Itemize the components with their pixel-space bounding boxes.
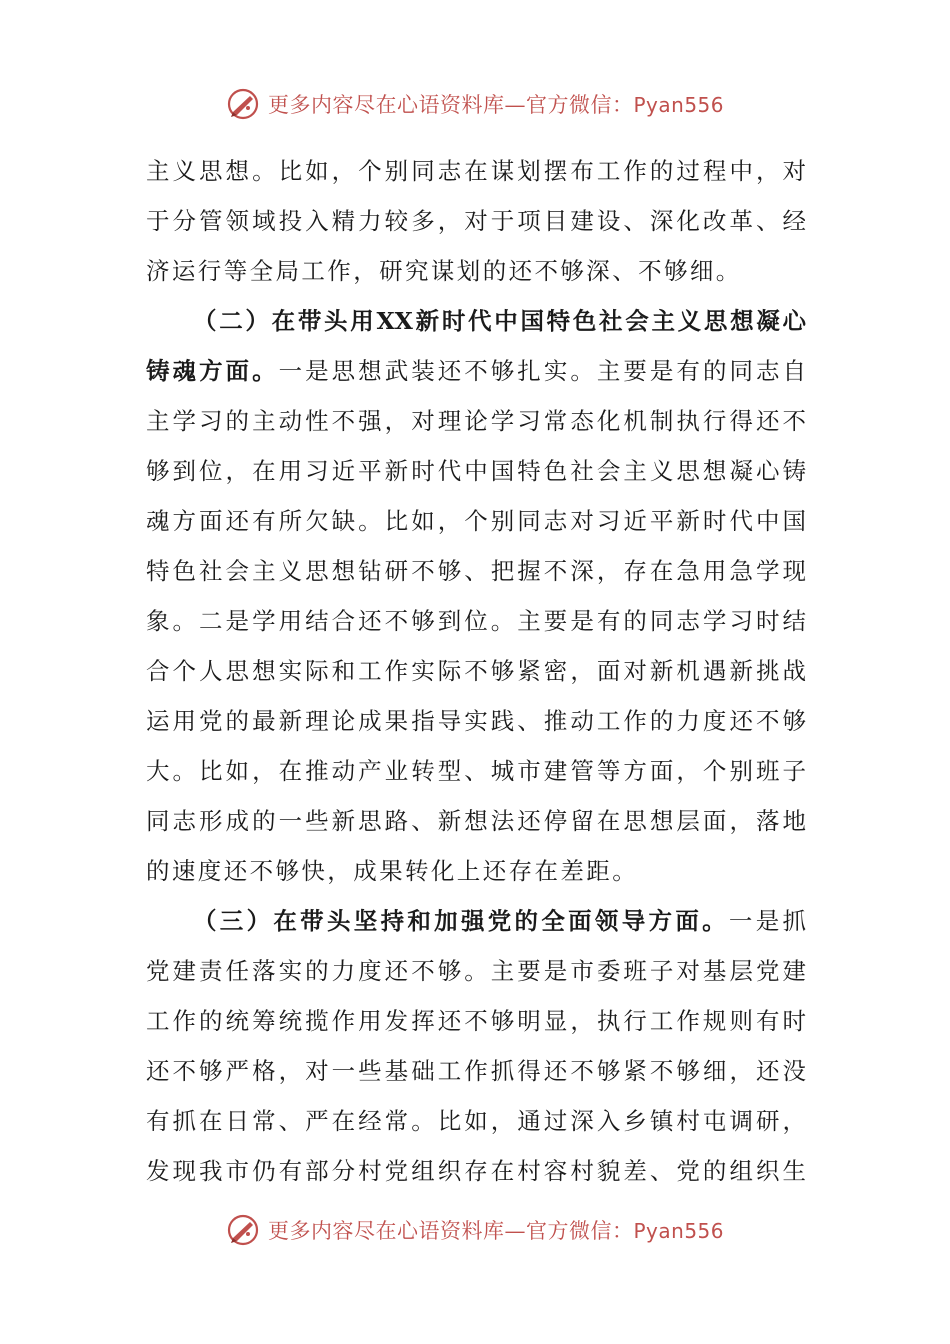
pen-logo-icon [226,1213,260,1247]
paragraph-text: 一是思想武装还不够扎实。主要是有的同志自 [278,357,806,385]
watermark-brand: 更多内容尽在心语资料库 [267,93,505,117]
paragraph-line: 党建责任落实的力度还不够。主要是市委班子对基层党建 [146,957,806,985]
section-heading-3: （三）在带头坚持和加强党的全面领导方面。 [193,907,729,935]
paragraph-line: 合个人思想实际和工作实际不够紧密，面对新机遇新挑战 [146,657,806,685]
paragraph-line: 特色社会主义思想钻研不够、把握不深，存在急用急学现 [146,557,806,585]
paragraph-text: 一是抓 [728,907,806,935]
header-watermark [0,84,950,124]
watermark-wechat-id: Pyan556 [633,1219,724,1243]
section-heading-2: （二）在带头用XX新时代中国特色社会主义思想凝心 [193,307,806,335]
document-body [146,146,806,1196]
watermark-label: 官方微信： [525,93,634,117]
paragraph-line: 运用党的最新理论成果指导实践、推动工作的力度还不够 [146,707,806,735]
footer-watermark [0,1210,950,1250]
paragraph-line [146,896,806,946]
paragraph-line: 大。比如，在推动产业转型、城市建管等方面，个别班子 [146,757,806,785]
paragraph-line: 发现我市仍有部分村党组织存在村容村貌差、党的组织生 [146,1157,806,1185]
paragraph-line: 于分管领域投入精力较多，对于项目建设、深化改革、经 [146,207,806,235]
watermark-label: 官方微信： [525,1219,634,1243]
paragraph-line: 够到位，在用习近平新时代中国特色社会主义思想凝心铸 [146,457,806,485]
paragraph-line: 主义思想。比如，个别同志在谋划摆布工作的过程中，对 [146,157,806,185]
paragraph-line: 还不够严格，对一些基础工作抓得还不够紧不够细，还没 [146,1057,806,1085]
paragraph-line [146,346,806,396]
paragraph-line: 魂方面还有所欠缺。比如，个别同志对习近平新时代中国 [146,507,806,535]
paragraph-line: 同志形成的一些新思路、新想法还停留在思想层面，落地 [146,807,806,835]
watermark-wechat-id: Pyan556 [633,93,724,117]
section-heading-2-end: 铸魂方面。 [146,357,279,385]
paragraph-line: 象。二是学用结合还不够到位。主要是有的同志学习时结 [146,607,806,635]
watermark-separator: — [504,93,526,117]
paragraph-line: 济运行等全局工作，研究谋划的还不够深、不够细。 [146,257,742,285]
paragraph-line: 工作的统筹统揽作用发挥还不够明显，执行工作规则有时 [146,1007,806,1035]
watermark-text [268,89,724,119]
pen-logo-icon [226,87,260,121]
paragraph-line: 有抓在日常、严在经常。比如，通过深入乡镇村屯调研， [146,1107,806,1135]
paragraph-line: 的速度还不够快，成果转化上还存在差距。 [146,857,639,885]
watermark-text [268,1215,724,1245]
paragraph-line: 主学习的主动性不强，对理论学习常态化机制执行得还不 [146,407,806,435]
watermark-brand: 更多内容尽在心语资料库 [267,1219,505,1243]
watermark-separator: — [504,1219,526,1243]
